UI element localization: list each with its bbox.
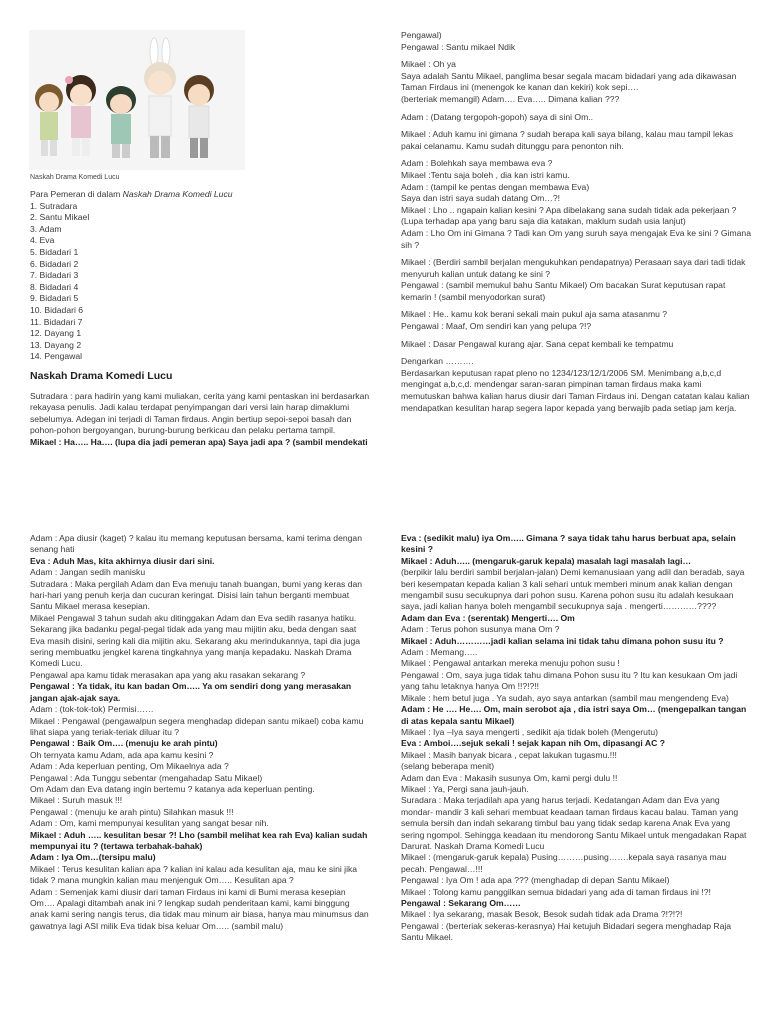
dialogue-line: Eva : Aduh Mas, kita akhirnya diusir dari sini. [30, 555, 215, 566]
dialogue-line: Pengawal : (menuju ke arah pintu) Silahkan masuk !!! [30, 806, 234, 817]
dialogue-line: Adam : Terus pohon susunya mana Om ? [401, 624, 560, 635]
dialogue-paragraph: Mikael : He.. kamu kok berani sekali main pukul aja sama atasanmu ? Pengawal : Maaf, Om sendiri kan yang pelupa ?!? [401, 309, 668, 332]
dialogue-line: Sutradara : Maka pergilah Adam dan Eva menuju tanah buangan, bumi yang keras dan hari-hari yang penuh kerja dan cucuran keringat. Disisi lain tahun berganti membuat Santu Mikael merasa kesepian. [30, 578, 363, 612]
dialogue-line: Pengawal : Ada Tunggu sebentar (mengahadap Satu Mikael) [30, 772, 263, 783]
dialogue-paragraph: Adam : (Datang tergopoh-gopoh) saya di sini Om.. [401, 111, 594, 122]
dialogue-line: Mikale : hem betul juga . Ya sudah, ayo saya antarkan (sambil mau mengendeng Eva) [401, 692, 729, 703]
dialogue-line: Adam : Apa diusir (kaget) ? kalau itu memang keputusan bersama, kami terima dengan senang hati [30, 533, 362, 555]
dialogue-paragraph: Mikael : Dasar Pengawal kurang ajar. Sana cepat kembali ke tempatmu [401, 338, 674, 349]
dialogue-line: Adam dan Eva : Makasih susunya Om, kami pergi dulu !! [401, 772, 618, 783]
dialogue-line: Mikael : Terus kesulitan kalian apa ? kalian ini kalau ada kesulitan aja, mau ke sini jika tidak ? mana mungkin kalian mau menjenguk Om….. Kesulitan apa ? [30, 863, 358, 886]
dialogue-line: Adam dan Eva : (serentak) Mengerti…. Om [401, 612, 575, 623]
cast-item: 4. Eva [30, 235, 55, 246]
dialogue-line: Adam : (tok-tok-tok) Permisi…… [30, 704, 154, 715]
cast-item: 3. Adam [30, 223, 62, 234]
dialogue-line: Pengawal : Iya Om ! ada apa ??? (menghadap di depan Santu Mikael) [401, 875, 670, 886]
dialogue-line: Adam : Ada keperluan penting, Om Mikaelnya ada ? [30, 761, 229, 772]
dialogue-line: Oh ternyata kamu Adam, ada apa kamu kesini ? [30, 749, 214, 760]
dialogue-line: Mikael : Pengawal antarkan mereka menuju pohon susu ! [401, 658, 620, 669]
dialogue-paragraph: Adam : Bolehkah saya membawa eva ? Mikael :Tentu saja boleh , dia kan istri kamu. Adam : (tampil ke pentas dengan membawa Eva) Saya dan istri saya sudah datang Om…?! Mikael : Lho .. ngapain kalian kesini ? Apa dibelakang sana sudah tidak ada pekerjaan ? (Lupa terhadap apa yang baru saja dia katakan, maklum sudah usia lanjut) Adam : Lho Om ini Gimana ? Tadi kan Om yang suruh saya mengajak Eva ke sini ? Gimana sih ? [401, 158, 751, 250]
dialogue-line: Eva : Amboi….sejuk sekali ! sejak kapan nih Om, dipasangi AC ? [401, 738, 665, 749]
dialogue-line: Mikael : Iya –Iya saya mengerti , sedikit aja tidak boleh (Mengerutu) [401, 726, 658, 737]
dialogue-line: Adam : Om, kami mempunyai kesulitan yang sangat besar nih. [30, 818, 269, 829]
cast-item: 1. Sutradara [30, 200, 78, 211]
cast-item: 8. Bidadari 4 [30, 281, 79, 292]
dialogue-line: Pengawal : Baik Om…. (menuju ke arah pintu) [30, 738, 218, 749]
section-heading: Naskah Drama Komedi Lucu [30, 369, 173, 382]
image-caption: Naskah Drama Komedi Lucu [30, 174, 120, 181]
dialogue-line: Mikael : Ha….. Ha…. (lupa dia jadi pemeran apa) Saya jadi apa ? (sambil mendekati [30, 436, 368, 447]
dialogue-line: Pengawal : Om, saya juga tidak tahu dimana Pohon susu itu ? Itu kan kesukaan Om jadi yang tahu letaknya hanya Om !!?!?!! [401, 669, 738, 692]
cast-item: 10. Bidadari 6 [30, 304, 84, 315]
cast-item: 14. Pengawal [30, 351, 83, 362]
dialogue-line: Mikael Pengawal 3 tahun sudah aku ditinggakan Adam dan Eva sedih rasanya hatiku. Sekarang jika badanku pegal-pegal tidak ada yang mau mijitin aku, beda dengan saat Eva masih disini, sering kali dia mijitin aku. Sekarang aku merindukannya, tapi dia juga sering membuatku jengkel karena tingkahnya yang manja kepadaku. Naskah Drama Komedi Lucu. [30, 612, 361, 669]
dialogue-line: Mikael : Iya sekarang, masak Besok, Besok sudah tidak ada Drama ?!?!?! [401, 909, 683, 920]
dialogue-line: Pengawal : Ya tidak, itu kan badan Om….. Ya om sendiri dong yang merasakan jangan ajak-ajak saya. [30, 681, 352, 703]
dialogue-line: Mikael : Ya, Pergi sana jauh-jauh. [401, 783, 529, 794]
dialogue-line: Mikael : Aduh ….. kesulitan besar ?! Lho (sambil melihat kea rah Eva) kalian sudah mempunyai itu ? (tertawa terbahak-bahak) [30, 829, 368, 851]
dialogue-line: Pengawal apa kamu tidak merasakan apa yang aku rasakan sekarang ? [30, 669, 306, 680]
cast-item: 2. Santu Mikael [30, 212, 90, 223]
page2-right-column [401, 533, 753, 944]
cast-item: 11. Bidadari 7 [30, 316, 83, 327]
dialogue-line: Adam : He …. He…. Om, main serobot aja , dia istri saya Om… (mengepalkan tangan di atas kepala santu Mikael) [401, 704, 747, 726]
dialogue-line: Pengawal : Sekarang Om…… [401, 898, 521, 908]
cast-item: 5. Bidadari 1 [30, 246, 79, 257]
dialogue-line: Suradara : Maka terjadilah apa yang harus terjadi. Kedatangan Adam dan Eva yang mondar- mandir 3 kali sehari membuat keadaan taman firdaus kacau balau. Taman yang semula bersih dan indah sekarang timbul bau yang tidak sedap karena Anak Eva yang sering ngompol. Sehingga keadaan itu mendorong Santu Mikael untuk mengadakan Rapat Darurat. Naskah Drama Komedi Lucu [401, 795, 747, 851]
dialogue-paragraph: Dengarkan ………. Berdasarkan keputusan rapat pleno no 1234/123/12/1/2006 SM. Menimbang a,b,c,d mengingat a,b,c,d. mendengar saran-saran pimpinan taman firdaus maka kami memutuskan bahwa kalian harus diusir dari Taman Firdaus ini. Dengan catatan kalau kalian mendapatkan kesulitan harap segera lapor kepada yang berwajib pada setiap jam kerja. [401, 356, 750, 413]
page1-right-column [401, 30, 751, 420]
dialogue-line: (selang beberapa menit) [401, 761, 495, 772]
page2-left-column [30, 533, 370, 932]
cast-list [30, 201, 370, 363]
dialogue-line: Mikael : (mengaruk-garuk kepala) Pusing………pusing…….kepala saya rasanya mau pecah. Pengawal…!!! [401, 852, 727, 874]
dialogue-line: Adam : Jangan sedih manisku [30, 567, 146, 578]
dialogue-line: Mikael : Tolong kamu panggilkan semua bidadari yang ada di taman firdaus ini !?! [401, 886, 711, 897]
dialogue-paragraph: Mikael : Aduh kamu ini gimana ? sudah berapa kali saya bilang, kalau mau tampil lekas pakai celanamu. Kamu sudah ditunggu para penonton nih. [401, 129, 734, 151]
dialogue-line: Adam : Semenjak kami diusir dari taman Firdaus ini kami di Bumi merasa kesepian Om…. Apalagi ditambah anak ini ? lengkap sudah penderitaan kami, kami binggung anak kami sering nangis terus, dia tidak mau minum air biasa, hanya mau minumsus dan gawatnya lagi ASI milik Eva tidak bisa keluar Om….. (sambil malu) [30, 886, 369, 931]
dialogue-line: Mikael : Masih banyak bicara , cepat lakukan tugasmu.!!! [401, 749, 617, 760]
cast-item: 7. Bidadari 3 [30, 270, 79, 281]
dialogue-line: Mikael : Pengawal (pengawalpun segera menghadap didepan santu mikael) coba kamu lihat siapa yang teriak-teriak diluar itu ? [30, 715, 364, 737]
cartoon-characters-image [29, 30, 245, 170]
cast-item: 9. Bidadari 5 [30, 293, 79, 304]
dialogue-line: Adam : Iya Om…(tersipu malu) [30, 852, 156, 863]
dialogue-paragraph: Pengawal) Pengawal : Santu mikael Ndik [401, 30, 516, 52]
cast-item: 12. Dayang 1 [30, 328, 82, 339]
dialogue-line: Pengawal : (berteriak sekeras-kerasnya) Hai ketujuh Bidadari segera menghadap Raja Santu Mikael. [401, 920, 732, 943]
dialogue-paragraph: Mikael : (Berdiri sambil berjalan mengukuhkan pendapatnya) Perasaan saya dari tadi tidak menyuruh kalian untuk datang ke sini ? Pengawal : (sambil memukul bahu Santu Mikael) Om bacakan Surat keputusan rapat kemarin ! (sambil menyodorkan surat) [401, 257, 746, 302]
dialogue-line: Mikael : Suruh masuk !!! [30, 795, 123, 806]
dialogue-line: Eva : (sedikit malu) iya Om….. Gimana ? saya tidak tahu harus berbuat apa, selain kesini ? [401, 533, 736, 555]
intro-paragraph: Sutradara : para hadirin yang kami muliakan, cerita yang kami pentaskan ini berdasarkan rekayasa penulis. Jadi kalau terdapat penyimpangan dari versi lain harap dimaklumi sebelumya. Adegan ini terjadi di Taman firdaus. Angin bertiup sepoi-sepoi basah dan pohon-pohon bergoyangan, burung-burung berkicau dan pelaku pertama tampil. [30, 390, 370, 436]
cast-item: 6. Bidadari 2 [30, 258, 79, 269]
dialogue-paragraph: Mikael : Oh ya Saya adalah Santu Mikael, panglima besar segala macam bidadari yang ada dikawasan Taman Firdaus ini (menengok ke kanan dan kekiri) kok sepi…. (berteriak memangil) Adam…. Eva….. Dimana kalian ??? [401, 59, 737, 104]
dialogue-line: Om Adam dan Eva datang ingin bertemu ? katanya ada keperluan penting. [30, 783, 315, 794]
cast-intro: Para Pemeran di dalam Naskah Drama Komedi Lucu [30, 189, 233, 199]
dialogue-line: (berpikir lalu berdiri sambil berjalan-jalan) Demi kemanusiaan yang adil dan beradab, saya beri kesempatan kepada kalian 3 kali sehari untuk memberi minum anak kalian dengan mengambil susu secukupnya dari pohon susu. Karena pohon susu itu adalah kesukaan saya, jadi kalian hanya boleh mengambil secukupnya saja . mengerti…………???? [401, 567, 745, 612]
dialogue-line: Mikael : Aduh….. (mengaruk-garuk kepala) masalah lagi masalah lagi… [401, 555, 692, 566]
cast-illustration [29, 30, 245, 170]
page1-left-column [30, 189, 370, 448]
dialogue-line: Mikael : Aduh…………jadi kalian selama ini tidak tahu dimana pohon susu itu ? [401, 635, 724, 646]
dialogue-line: Adam : Memang….. [401, 647, 478, 658]
cast-item: 13. Dayang 2 [30, 339, 82, 350]
